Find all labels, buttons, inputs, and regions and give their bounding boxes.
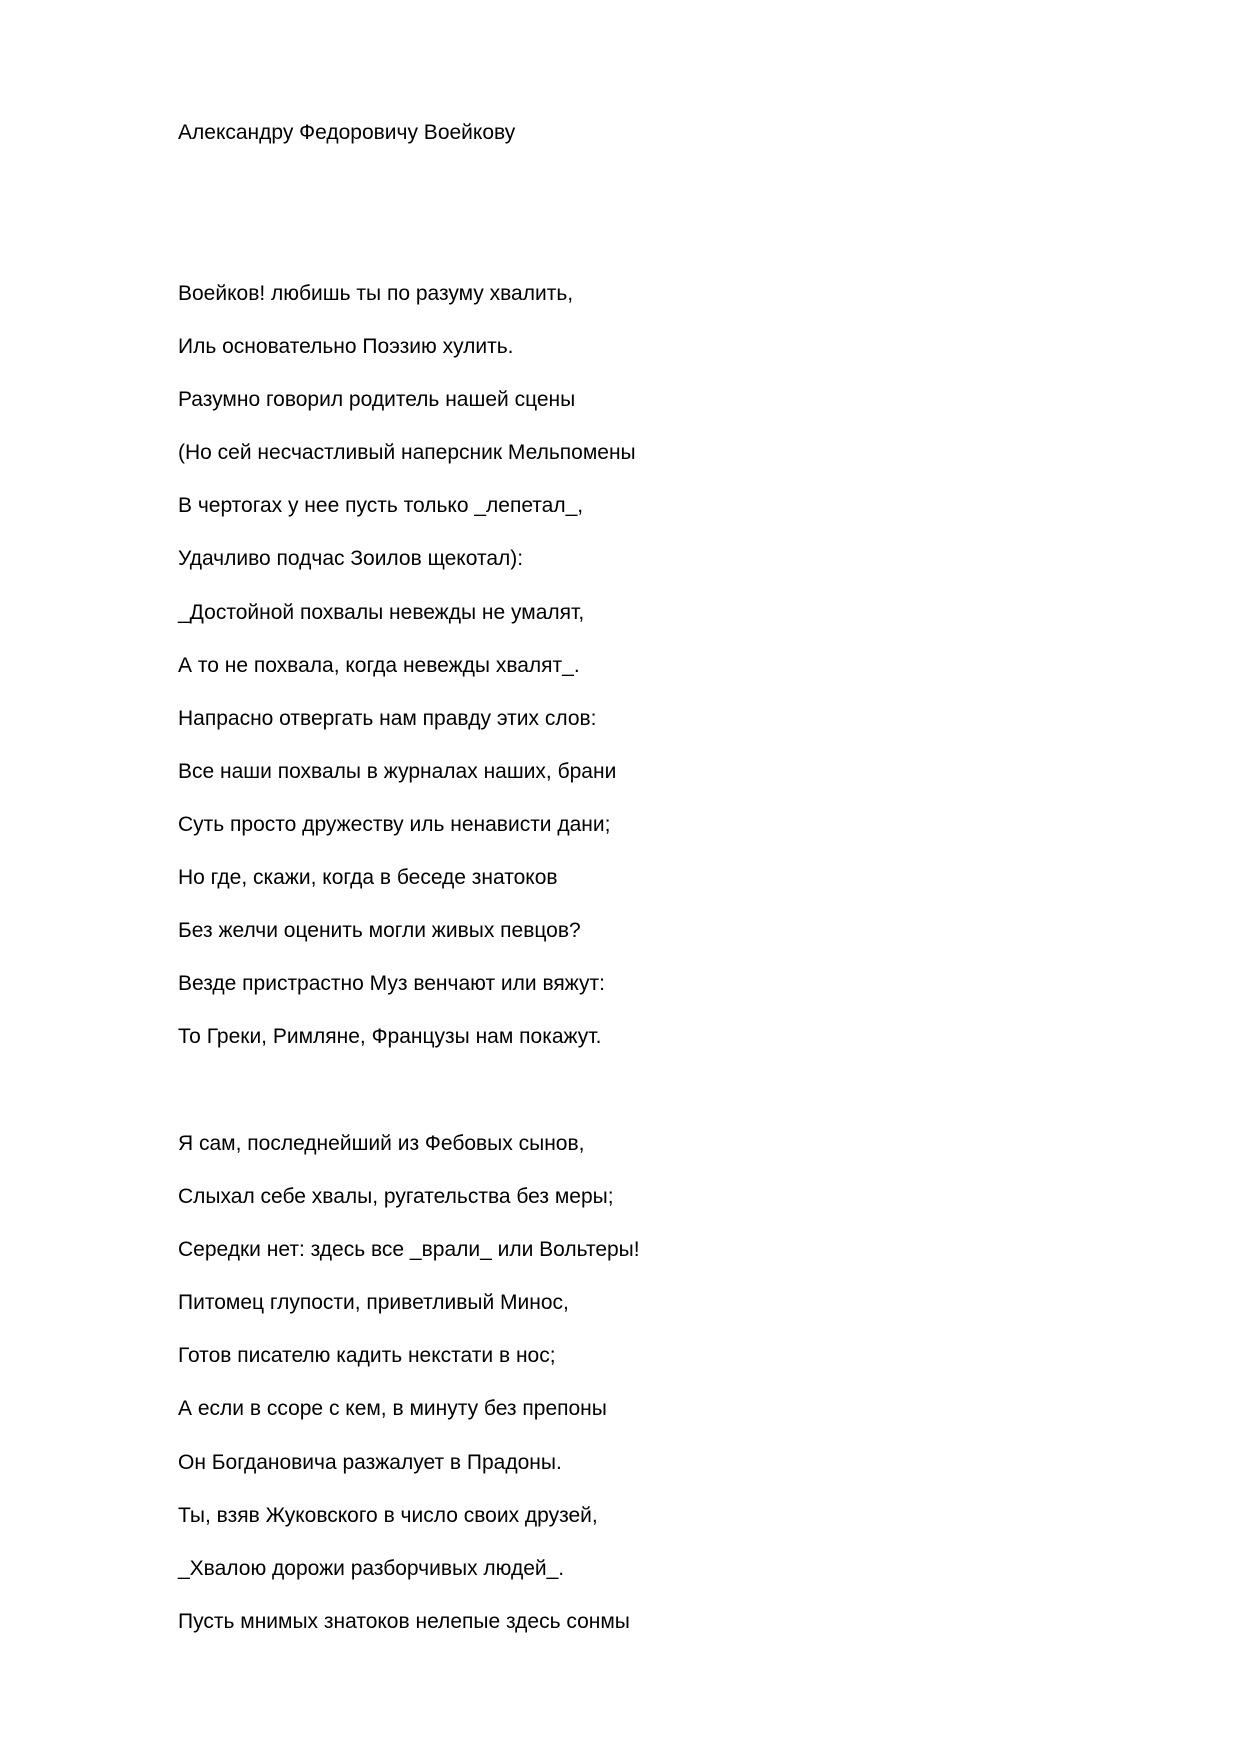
- verse-line: Напрасно отвергать нам правду этих слов:: [178, 706, 597, 730]
- verse-line: Питомец глупости, приветливый Минос,: [178, 1291, 569, 1315]
- stanza-1: [178, 280, 636, 1076]
- verse-line: Иль основательно Поэзию хулить.: [178, 335, 514, 359]
- verse-line: Ты, взяв Жуковского в число своих друзей,: [178, 1503, 598, 1527]
- verse-line: Он Богдановича разжалует в Прадоны.: [178, 1450, 562, 1474]
- verse-line: А если в ссоре с кем, в минуту без препоны: [178, 1397, 607, 1421]
- verse-line: Но где, скажи, когда в беседе знатоков: [178, 866, 558, 890]
- verse-line: Готов писателю кадить некстати в нос;: [178, 1344, 556, 1368]
- verse-line: Разумно говорил родитель нашей сцены: [178, 388, 576, 412]
- verse-line: Воейков! любишь ты по разуму хвалить,: [178, 282, 574, 305]
- verse-line: А то не похвала, когда невежды хвалят_.: [178, 653, 580, 677]
- verse-line: _Достойной похвалы невежды не умалят,: [178, 600, 585, 624]
- verse-line: Пусть мнимых знатоков нелепые здесь сонмы: [178, 1609, 630, 1633]
- verse-line: Удачливо подчас Зоилов щекотал):: [178, 547, 524, 571]
- verse-line: Я сам, последнейший из Фебовых сынов,: [178, 1132, 585, 1155]
- verse-line: Середки нет: здесь все _врали_ или Вольтеры!: [178, 1238, 640, 1262]
- verse-line: Везде пристрастно Муз венчают или вяжут:: [178, 972, 605, 996]
- verse-line: Суть просто дружеству иль ненависти дани;: [178, 812, 611, 836]
- verse-line: (Но сей несчастливый наперсник Мельпомены: [178, 441, 636, 465]
- verse-line: Без желчи оценить могли живых певцов?: [178, 919, 581, 943]
- verse-line: Слыхал себе хвалы, ругательства без меры;: [178, 1185, 614, 1209]
- stanza-2: [178, 1130, 640, 1661]
- poem-dedication-heading: Александру Федоровичу Воейкову: [178, 121, 516, 144]
- verse-line: _Хвалою дорожи разборчивых людей_.: [178, 1556, 565, 1580]
- verse-line: То Греки, Римляне, Французы нам покажут.: [178, 1025, 602, 1049]
- verse-line: Все наши похвалы в журналах наших, брани: [178, 759, 617, 783]
- verse-line: В чертогах у нее пусть только _лепетал_,: [178, 494, 584, 518]
